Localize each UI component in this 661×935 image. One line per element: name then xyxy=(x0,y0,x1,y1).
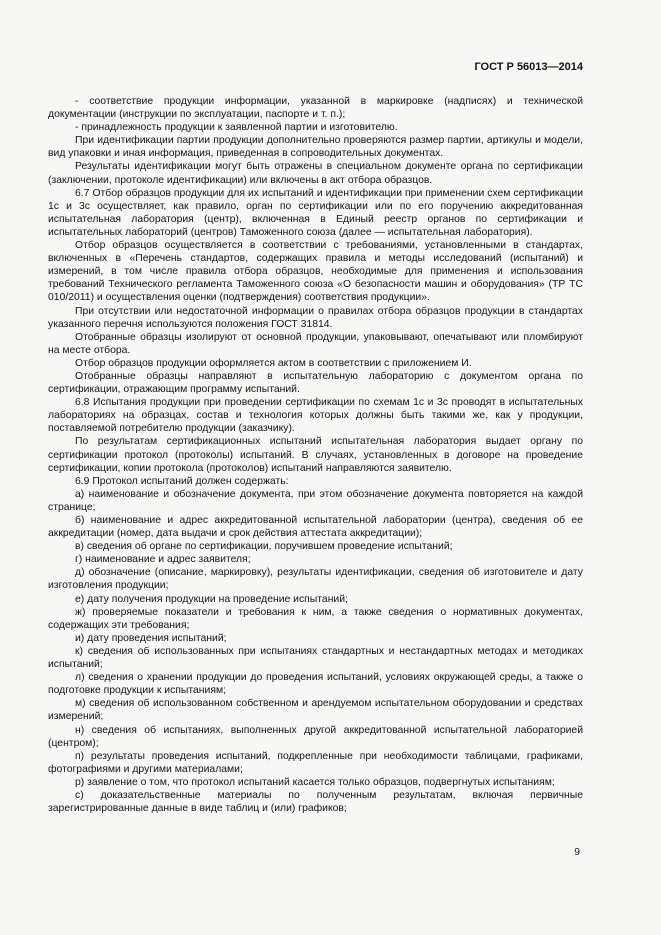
paragraph: 6.9 Протокол испытаний должен содержать: xyxy=(75,475,289,487)
list-item: м) сведения об использованном собственном и арендуемом испытательном оборудовании и средствах измерений; xyxy=(48,698,583,723)
list-item: п) результаты проведения испытаний, подкрепленные при необходимости таблицами, графиками, фотографиями и другими материалами; xyxy=(48,750,583,775)
list-item: с) доказательственные материалы по полученным результатам, включая первичные зарегистрированные данные в виде таблиц и (или) графиков; xyxy=(48,789,583,815)
paragraph: При идентификации партии продукции дополнительно проверяются размер партии, артикулы и модели, вид упаковки и иная информация, приведенная в сопроводительных документах. xyxy=(48,135,583,160)
list-item: д) обозначение (описание, маркировку), результаты идентификации, сведения об изготовителе и дату изготовления продукции; xyxy=(48,567,583,592)
paragraph: - принадлежность продукции к заявленной партии и изготовителю. xyxy=(75,122,398,134)
paragraph: При отсутствии или недостаточной информации о правилах отбора образцов продукции в стандартах указанного перечня используются положения ГОСТ 31814. xyxy=(48,305,583,330)
list-item: е) дату получения продукции на проведение испытаний; xyxy=(75,593,348,605)
paragraph: По результатам сертификационных испытаний испытательная лаборатория выдает органу по сертификации протокол (протоколы) испытаний. В случаях, установленных в договоре на проведение сертификации, копии протокола (протоколов) испытаний направляются заявителю. xyxy=(48,436,583,474)
list-item: к) сведения об использованных при испытаниях стандартных и нестандартных методах и методиках испытаний; xyxy=(48,645,583,671)
paragraph: Отбор образцов продукции оформляется актом в соответствии с приложением И. xyxy=(75,357,472,369)
standard-designation: ГОСТ Р 56013—2014 xyxy=(474,61,583,73)
list-item: и) дату проведения испытаний; xyxy=(75,632,227,644)
paragraph: Отобранные образцы направляют в испытательную лабораторию с документом органа по сертификации, отражающим программу испытаний. xyxy=(48,370,583,396)
paragraph: 6.8 Испытания продукции при проведении сертификации по схемам 1с и 3с проводят в испытательных лабораториях на образцах, состав и технология которых должны быть такими же, как у продукции, поставляемой потребителю продукции (заказчику). xyxy=(48,397,583,435)
list-item: н) сведения об испытаниях, выполненных другой аккредитованной испытательной лабораторией (центром); xyxy=(48,724,583,749)
list-item: г) наименование и адрес заявителя; xyxy=(75,554,251,566)
paragraph: - соответствие продукции информации, указанной в маркировке (надписях) и технической документации (инструкции по эксплуатации, паспорте и т. п.); xyxy=(48,96,583,121)
paragraph: Отбор образцов осуществляется в соответствии с требованиями, установленными в стандартах, включенных в «Перечень стандартов, содержащих правила и методы исследований (испытаний) и измерений, в том числе правила отбора образцов, необходимые для применения и использования требований Технического регламента Таможенного союза «О безопасности машин и оборудования» (ТР ТС 010/2011) и осуществления оценки (подтверждения) соответствия продукции». xyxy=(48,240,583,304)
page-number: 9 xyxy=(574,847,580,858)
list-item: л) сведения о хранении продукции до проведения испытаний, условиях окружающей среды, а также о подготовке продукции к испытаниям; xyxy=(48,672,583,697)
paragraph: Результаты идентификации могут быть отражены в специальном документе органа по сертификации (заключении, протоколе идентификации) или включены в акт отбора образцов. xyxy=(48,161,583,186)
list-item: в) сведения об органе по сертификации, поручившем проведение испытаний; xyxy=(75,541,453,553)
list-item: р) заявление о том, что протокол испытаний касается только образцов, подвергнутых испытаниям; xyxy=(75,776,555,788)
paragraph: Отобранные образцы изолируют от основной продукции, упаковывают, опечатывают или пломбируют на месте отбора. xyxy=(48,331,583,356)
list-item: а) наименование и обозначение документа, при этом обозначение документа повторяется на каждой странице; xyxy=(48,488,583,513)
list-item: б) наименование и адрес аккредитованной испытательной лаборатории (центра), сведения об ее аккредитации (номер, дата выдачи и срок действия аттестата аккредитации); xyxy=(48,515,583,540)
list-item: ж) проверяемые показатели и требования к ним, а также сведения о нормативных документах, содержащих эти требования; xyxy=(48,606,583,631)
paragraph: 6.7 Отбор образцов продукции для их испытаний и идентификации при применении схем сертификации 1с и 3с осуществляет, как правило, орган по сертификации или по его поручению аккредитованная испытательная лаборатория (центр), включенная в Единый реестр органов по сертификации и испытательных лабораторий (центров) Таможенного союза (далее — испытательная лаборатория). xyxy=(48,187,583,238)
body-text xyxy=(48,95,583,815)
